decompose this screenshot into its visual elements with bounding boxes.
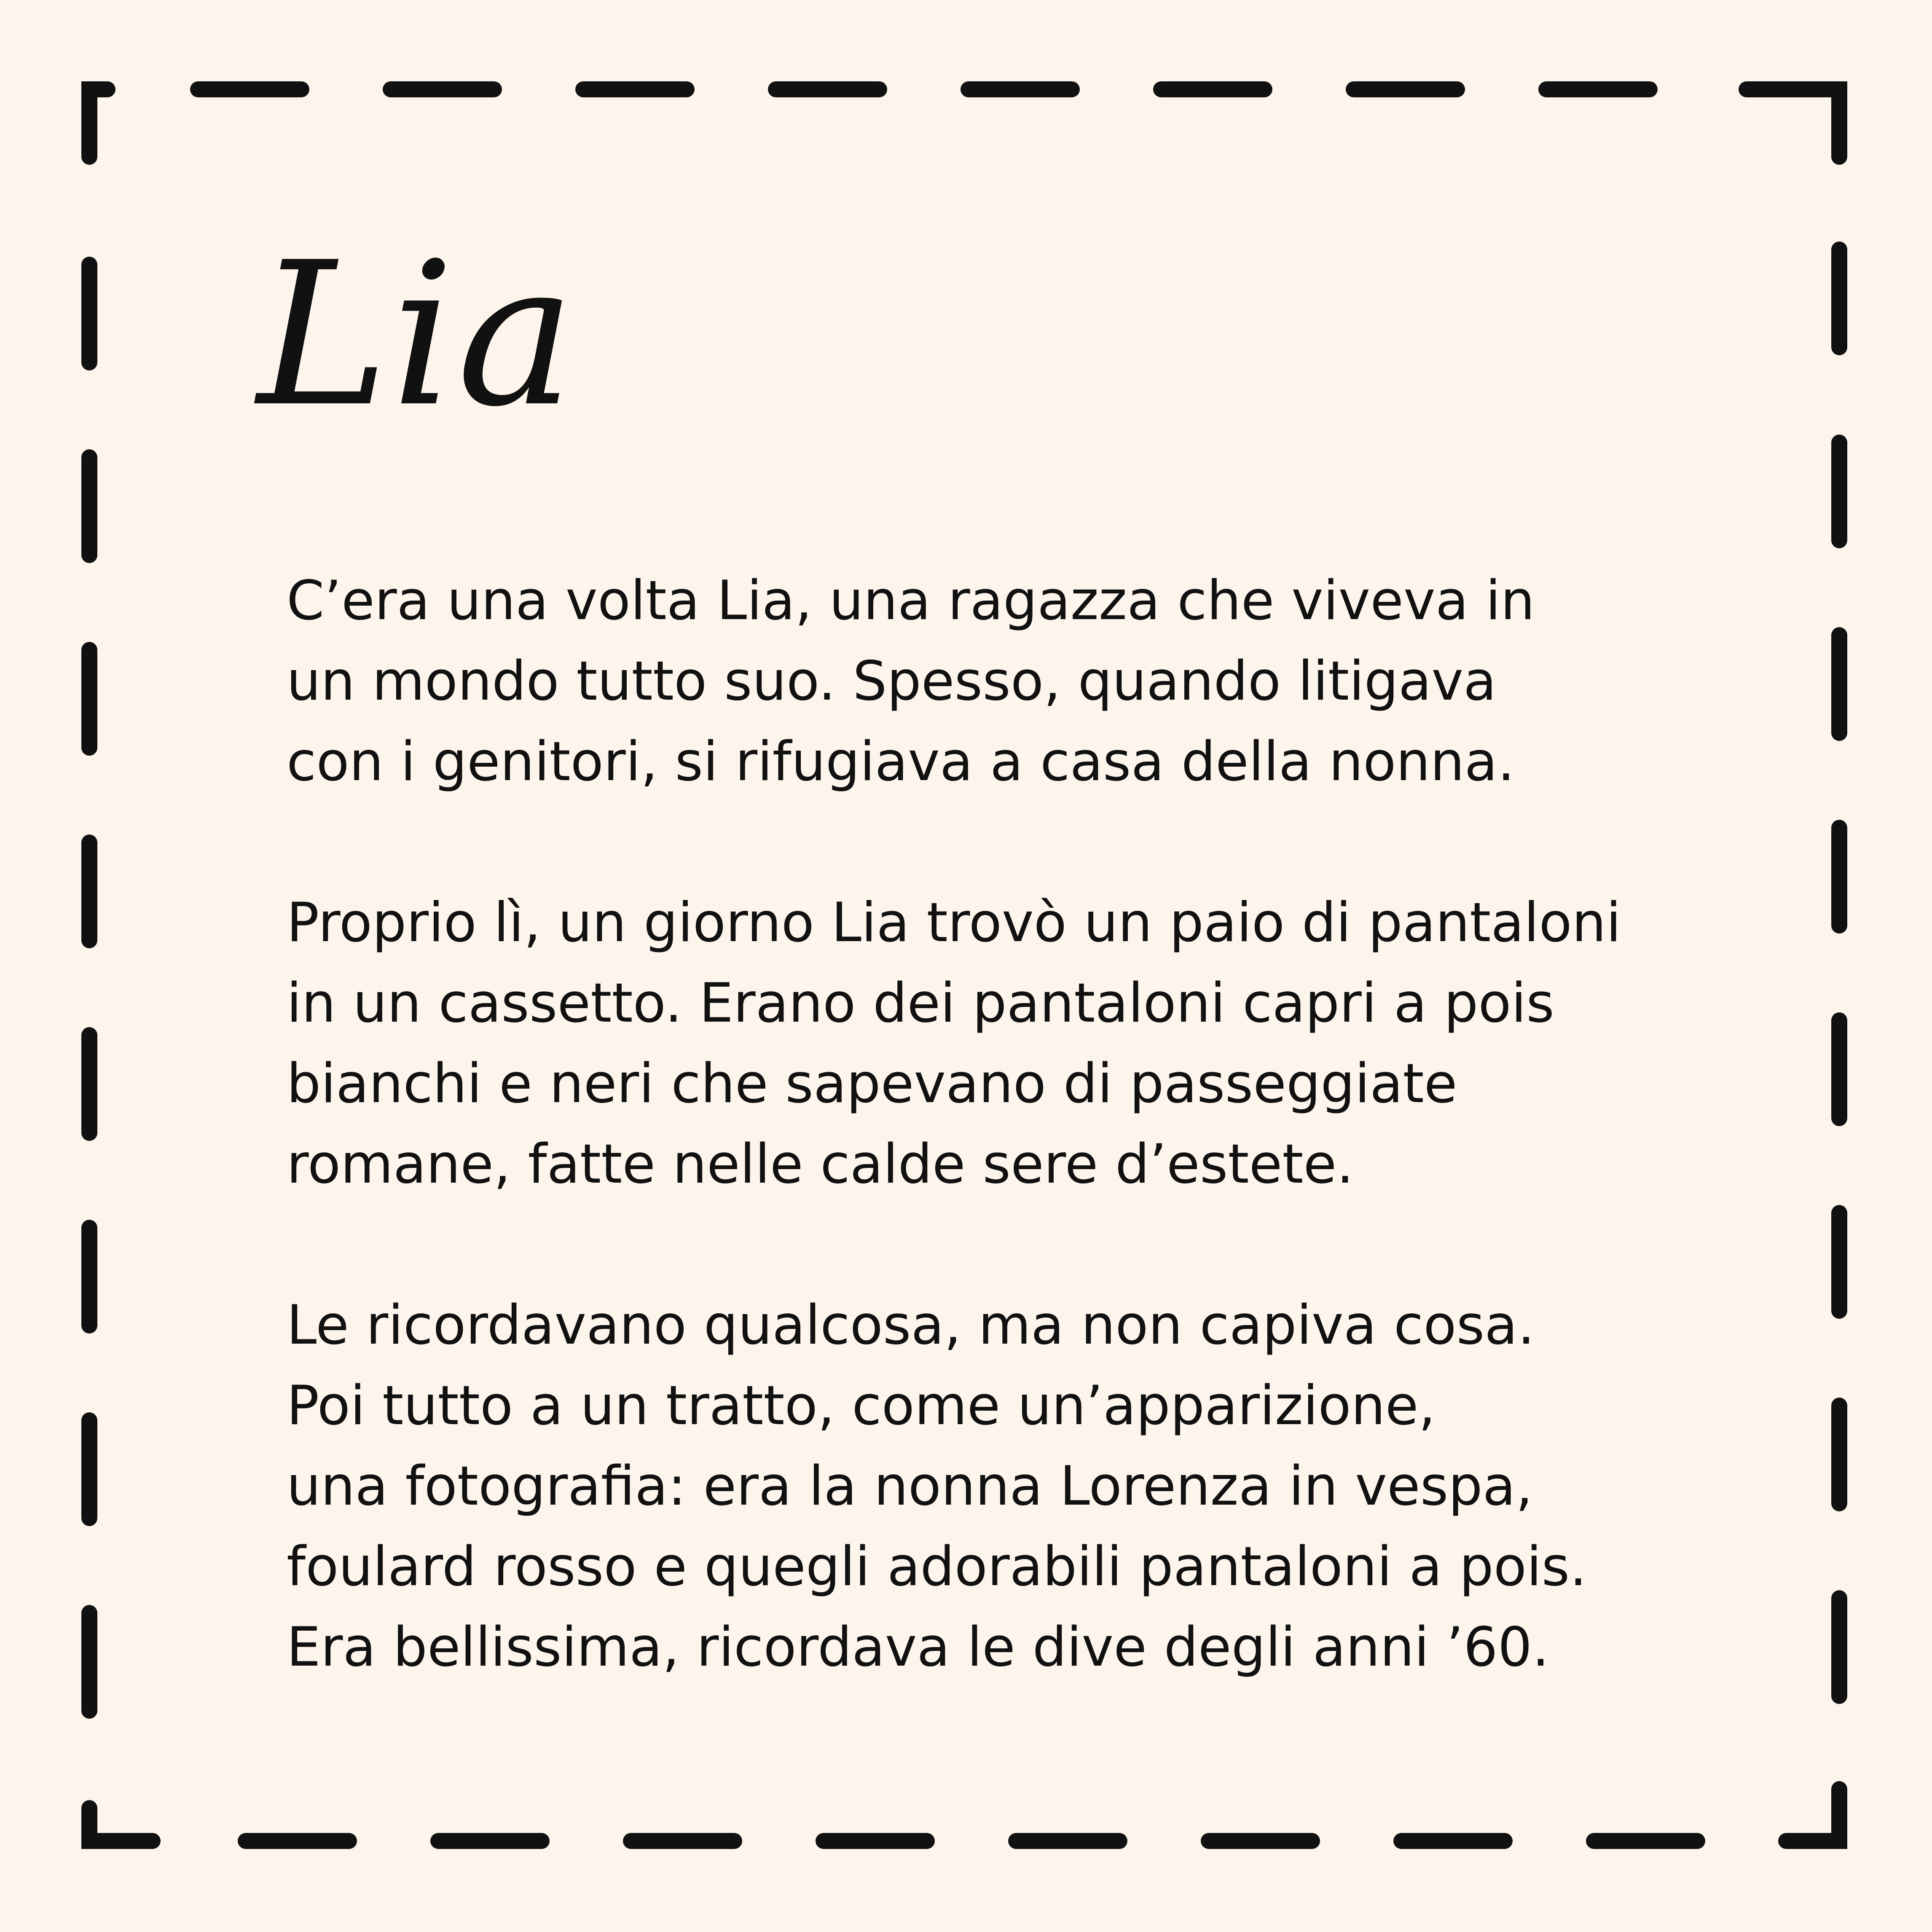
story-line: bianchi e neri che sapevano di passeggiate — [287, 1052, 1457, 1115]
story-line: in un cassetto. Erano dei pantaloni capri a pois — [287, 972, 1554, 1035]
story-line: con i genitori, si rifugiava a casa della nonna. — [287, 730, 1515, 793]
story-paragraph-1 — [287, 561, 1677, 802]
frame-corner-bottom-left — [89, 1808, 153, 1841]
story-line: un mondo tutto suo. Spesso, quando litigava — [287, 650, 1497, 713]
story-line: foulard rosso e quegli adorabili pantaloni a pois. — [287, 1535, 1587, 1598]
frame-corner-top-right — [1747, 89, 1839, 157]
frame-corner-bottom-right — [1786, 1789, 1839, 1841]
story-line: Era bellissima, ricordava le dive degli anni ’60. — [287, 1616, 1549, 1679]
story-paragraph-2 — [287, 883, 1677, 1205]
story-line: una fotografia: era la nonna Lorenza in vespa, — [287, 1455, 1533, 1518]
story-text — [287, 561, 1677, 1688]
story-line: Poi tutto a un tratto, come un’apparizione, — [287, 1374, 1436, 1437]
story-line: Proprio lì, un giorno Lia trovò un paio di pantaloni — [287, 891, 1621, 954]
story-paragraph-3 — [287, 1285, 1677, 1688]
story-title: Lia — [257, 220, 578, 450]
story-line: Le ricordavano qualcosa, ma non capiva cosa. — [287, 1294, 1535, 1357]
frame-corner-top-left — [89, 89, 107, 157]
story-line: romane, fatte nelle calde sere d’estete. — [287, 1133, 1354, 1196]
story-line: C’era una volta Lia, una ragazza che viveva in — [287, 569, 1535, 632]
